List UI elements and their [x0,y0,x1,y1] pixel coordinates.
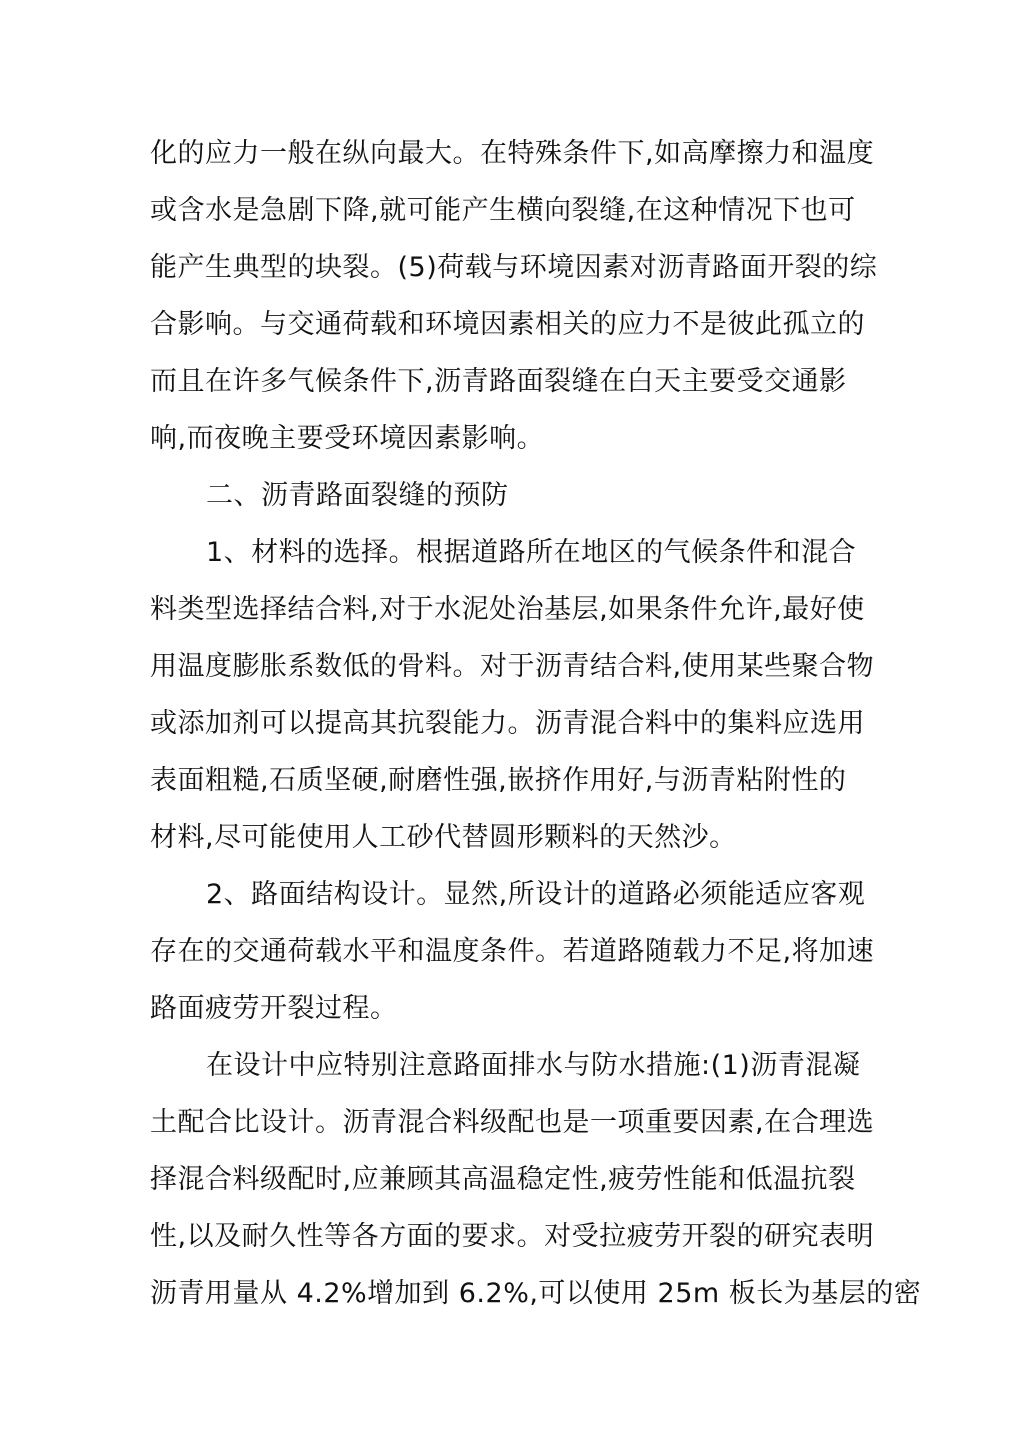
text-line: 或添加剂可以提高其抗裂能力。沥青混合料中的集料应选用 [150,708,865,739]
text-line: 在设计中应特别注意路面排水与防水措施:(1)沥青混凝 [206,1050,861,1081]
text-line: 或含水是急剧下降,就可能产生横向裂缝,在这种情况下也可 [150,195,856,226]
text-line: 用温度膨胀系数低的骨料。对于沥青结合料,使用某些聚合物 [150,651,875,682]
text-line: 能产生典型的块裂。(5)荷载与环境因素对沥青路面开裂的综 [150,252,878,283]
text-line: 合影响。与交通荷载和环境因素相关的应力不是彼此孤立的 [150,309,865,340]
text-line: 2、路面结构设计。显然,所设计的道路必须能适应客观 [206,879,866,910]
text-line: 而且在许多气候条件下,沥青路面裂缝在白天主要受交通影 [150,366,847,397]
text-line: 沥青用量从 4.2%增加到 6.2%,可以使用 25m 板长为基层的密 [150,1278,922,1309]
text-line: 化的应力一般在纵向最大。在特殊条件下,如高摩擦力和温度 [150,138,875,169]
text-line: 择混合料级配时,应兼顾其高温稳定性,疲劳性能和低温抗裂 [150,1164,856,1195]
section-heading: 二、沥青路面裂缝的预防 [206,480,509,511]
text-line: 1、材料的选择。根据道路所在地区的气候条件和混合 [206,537,857,568]
text-line: 存在的交通荷载水平和温度条件。若道路随载力不足,将加速 [150,936,875,967]
text-line: 料类型选择结合料,对于水泥处治基层,如果条件允许,最好使 [150,594,865,625]
text-line: 响,而夜晚主要受环境因素影响。 [150,423,545,454]
text-line: 土配合比设计。沥青混合料级配也是一项重要因素,在合理选 [150,1107,875,1138]
text-line: 表面粗糙,石质坚硬,耐磨性强,嵌挤作用好,与沥青粘附性的 [150,765,847,796]
text-line: 路面疲劳开裂过程。 [150,993,398,1024]
text-line: 性,以及耐久性等各方面的要求。对受拉疲劳开裂的研究表明 [150,1221,875,1252]
text-line: 材料,尽可能使用人工砂代替圆形颗料的天然沙。 [150,822,737,853]
